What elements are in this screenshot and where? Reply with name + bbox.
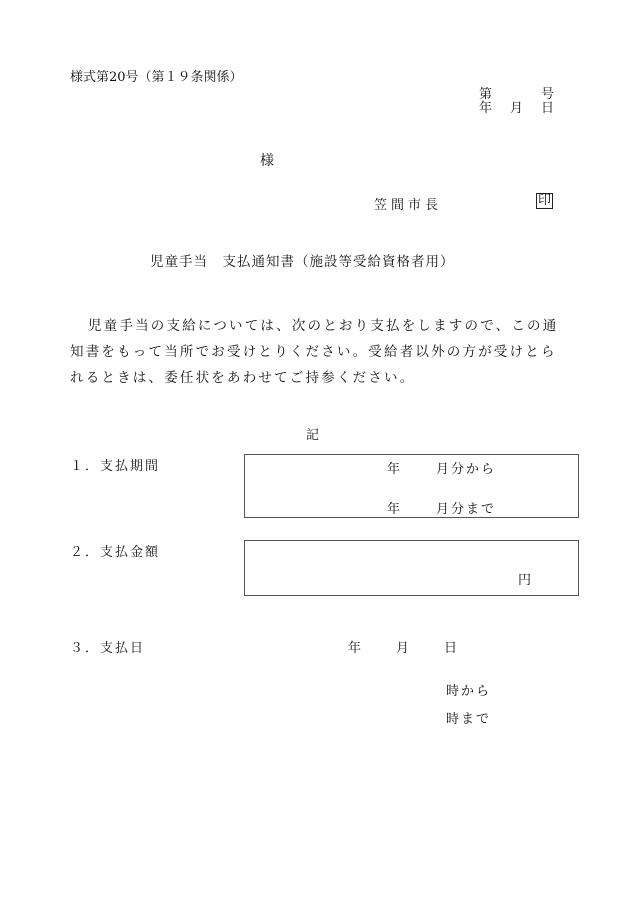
official-seal: [536, 193, 553, 209]
amount-unit: 円: [518, 573, 532, 588]
ki-heading: 記: [306, 428, 320, 443]
date-day: 日: [541, 101, 555, 116]
doc-number-prefix: 第: [479, 87, 493, 102]
period-to-year: 年: [387, 502, 401, 517]
pay-date-day: 日: [444, 641, 458, 656]
body-line-3: れるときは、委任状をあわせてご持参ください。: [70, 370, 416, 386]
pay-time-to: 時まで: [446, 712, 492, 727]
period-box: [244, 454, 579, 518]
period-label: １．支払期間: [70, 459, 161, 474]
issuer-name: 笠間市長: [374, 198, 443, 213]
form-number: 様式第20号（第１９条関係）: [70, 70, 243, 85]
body-line-2: 知書をもって当所でお受けとりください。受給者以外の方が受けとら: [70, 344, 557, 360]
pay-date-year: 年: [348, 641, 362, 656]
amount-label: ２．支払金額: [70, 545, 161, 560]
period-from-month: 月分から: [436, 462, 497, 477]
document-title: 児童手当 支払通知書（施設等受給資格者用）: [150, 254, 455, 270]
doc-number-suffix: 号: [541, 87, 555, 102]
recipient-honorific: 様: [260, 153, 274, 169]
period-from-year: 年: [387, 462, 401, 477]
date-month: 月: [510, 101, 524, 116]
pay-date-month: 月: [396, 641, 410, 656]
period-to-month: 月分まで: [436, 502, 497, 517]
body-line-1: 児童手当の支給については、次のとおり支払をしますので、この通: [88, 318, 559, 334]
pay-time-from: 時から: [446, 684, 492, 699]
date-year: 年: [479, 101, 493, 116]
date-label: ３．支払日: [70, 641, 146, 656]
seal-mark: 印: [538, 193, 552, 208]
amount-box: [244, 540, 579, 596]
